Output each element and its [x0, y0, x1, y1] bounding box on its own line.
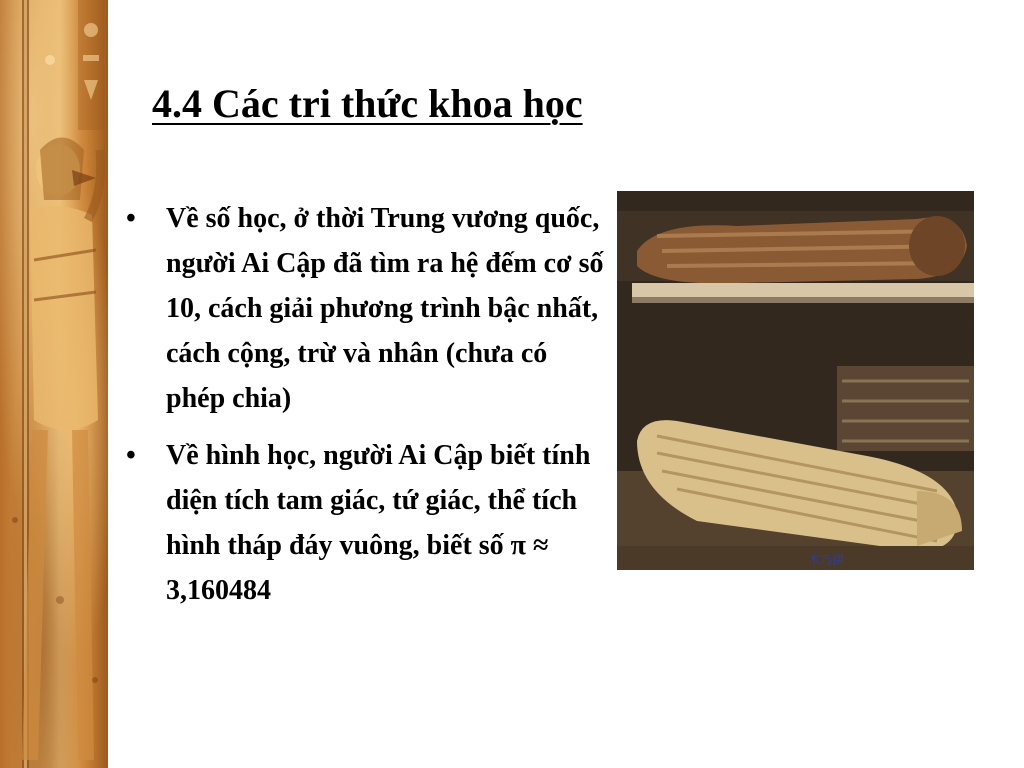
bullet-text: Về số học, ở thời Trung vương quốc, người Ai Cập đã tìm ra hệ đếm cơ số 10, cách giải phương trình bậc nhất, cách cộng, trừ và nhân (chưa có phép chia): [166, 203, 604, 414]
bullet-text: Về hình học, người Ai Cập biết tính diện tích tam giác, tứ giác, thể tích hình tháp đáy vuông, biết số π ≈ 3,160484: [166, 440, 591, 606]
egyptian-relief-decoration: [0, 0, 108, 768]
bullet-item: [126, 433, 606, 613]
slide-title: 4.4 Các tri thức khoa học: [152, 81, 583, 126]
mummies-photo: [617, 191, 974, 570]
bullet-item: [126, 196, 606, 421]
bullet-list: [126, 196, 606, 625]
relief-figure-graphic: [0, 0, 108, 768]
bullet-marker: •: [126, 440, 136, 471]
mummies-illustration: [617, 191, 974, 570]
bullet-marker: •: [126, 203, 136, 234]
photo-caption: 木乃伊: [807, 553, 844, 567]
